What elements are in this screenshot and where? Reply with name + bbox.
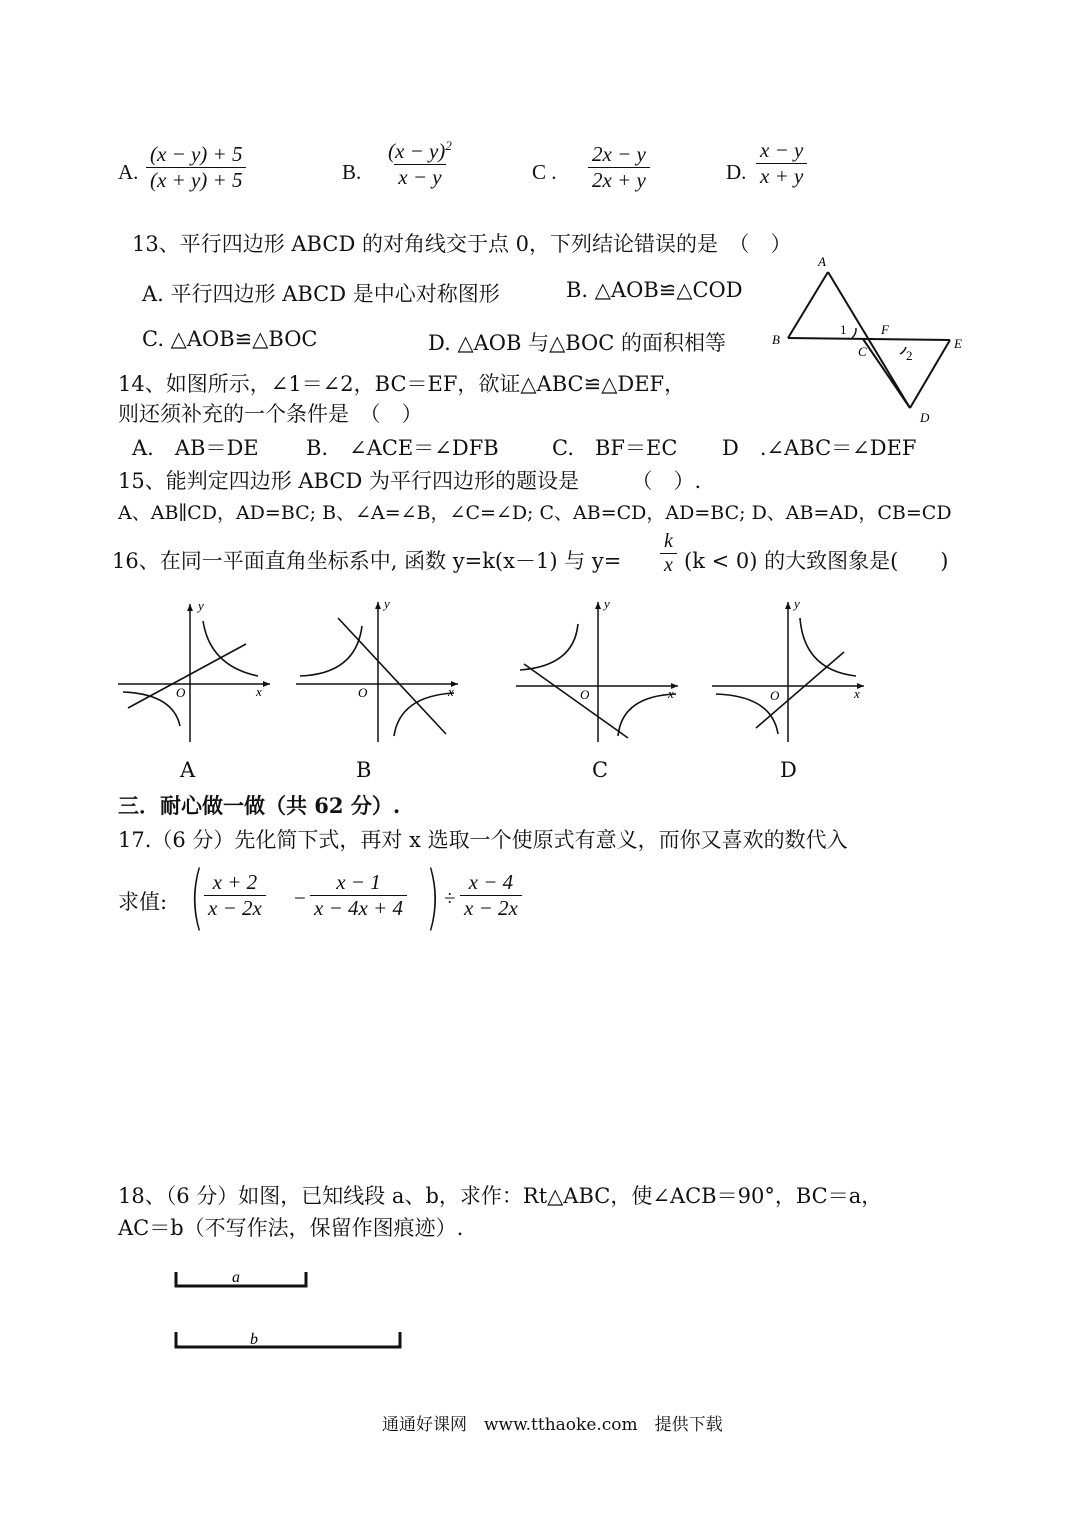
q13-option-d: D. △AOB 与△BOC 的面积相等: [428, 331, 727, 355]
q13-option-b: B. △AOB≌△COD: [566, 278, 743, 302]
q12-a-label: A.: [118, 160, 139, 184]
origin-label: O: [358, 685, 368, 700]
y-label: y: [198, 598, 204, 613]
x-label: x: [854, 686, 860, 701]
y-arrow: [785, 602, 791, 609]
q16-graph-d-label: D: [780, 758, 797, 782]
q17-minus: −: [294, 886, 306, 910]
segment-a: [176, 1272, 306, 1286]
linear-line: [524, 664, 628, 738]
q16-fraction-numerator: k: [664, 530, 673, 552]
q13-option-c: C. △AOB≌△BOC: [142, 327, 318, 351]
q12-a-numerator: (x − y) + 5: [150, 142, 243, 166]
angle-1-arc: [852, 328, 856, 338]
linear-line: [338, 618, 446, 734]
q12-b-denominator: x − y: [394, 164, 445, 190]
q16-graph-a: [118, 596, 278, 746]
segment-a-label: a: [232, 1269, 240, 1286]
q17-f3-denominator: x − 2x: [460, 895, 522, 921]
q14-stem-line2: 则还须补充的一个条件是 （ ）: [118, 402, 423, 426]
q17-f2-numerator: x − 1: [336, 870, 381, 894]
hyperbola-branch-2: [394, 693, 454, 736]
y-label: y: [604, 596, 610, 611]
q17-fraction-2: [310, 870, 407, 921]
hyperbola-branch-1: [800, 618, 856, 676]
q12-b-numerator: $(x - y)^2$: [388, 138, 452, 163]
q18-stem-line1: 18、（6 分）如图，已知线段 a、b，求作：Rt△ABC，使∠ACB＝90°，BC＝a，: [118, 1184, 883, 1208]
q12-c-fraction: [588, 142, 650, 193]
q14-option-a: A. AB＝DE: [132, 436, 259, 460]
point-b-label: B: [772, 332, 780, 347]
y-label: y: [794, 596, 800, 611]
hyperbola-branch-1: [520, 624, 578, 670]
q18-stem-line2: AC＝b（不写作法，保留作图痕迹）.: [118, 1216, 464, 1240]
point-e-label: E: [954, 336, 962, 351]
q17-left-paren: (: [190, 856, 204, 938]
q17-f1-numerator: x + 2: [212, 870, 258, 894]
q14-triangle-figure: [768, 250, 978, 430]
q14-option-c: C. BF＝EC: [552, 436, 678, 460]
hyperbola-branch-2: [716, 694, 778, 734]
x-arrow: [263, 681, 270, 687]
q12-c-label: C .: [532, 160, 557, 184]
y-arrow: [375, 602, 381, 609]
hyperbola-branch-2: [123, 692, 180, 726]
q16-fraction-denominator: x: [660, 553, 677, 577]
q16-stem-post: (k < 0) 的大致图象是( ): [684, 549, 949, 573]
q12-d-numerator: x − y: [760, 138, 804, 162]
q17-fraction-1: [204, 870, 266, 921]
q17-f1-denominator: x − 2x: [204, 895, 266, 921]
origin-label: O: [580, 687, 590, 702]
q16-graph-d: [712, 596, 872, 746]
section3-title: 三．耐心做一做（共 62 分）.: [118, 793, 401, 818]
q17-divide: ÷: [444, 886, 456, 910]
q12-d-fraction: [756, 138, 807, 189]
origin-label: O: [176, 685, 186, 700]
q16-fraction: [660, 530, 677, 577]
q16-stem-pre: 16、在同一平面直角坐标系中, 函数 y=k(x－1) 与 y=: [112, 549, 622, 573]
y-label: y: [384, 596, 390, 611]
point-c-label: C: [858, 344, 867, 359]
q16-graph-c: [516, 596, 686, 746]
q14-option-d: D .∠ABC＝∠DEF: [722, 436, 917, 460]
linear-line: [128, 644, 246, 708]
q17-f2-denominator: x − 4x + 4: [310, 895, 407, 921]
q12-b-fraction: [384, 138, 456, 190]
segment-b-label: b: [250, 1331, 258, 1348]
q18-segments-figure: [168, 1262, 418, 1362]
y-arrow: [595, 602, 601, 609]
q12-c-numerator: 2x − y: [592, 142, 646, 166]
q17-fraction-3: [460, 870, 522, 921]
q17-f3-numerator: x − 4: [468, 870, 514, 894]
q12-d-label: D.: [726, 160, 747, 184]
q15-stem: 15、能判定四边形 ABCD 为平行四边形的题设是 （ ）.: [118, 469, 702, 493]
line-ba: [788, 272, 828, 338]
angle-2-label: 2: [906, 348, 913, 363]
q12-a-fraction: [146, 142, 246, 193]
point-f-label: F: [881, 322, 889, 337]
q17-right-paren: ): [426, 856, 440, 938]
q16-graph-b: [296, 596, 466, 746]
line-ed: [910, 340, 950, 408]
y-arrow: [187, 604, 193, 611]
q12-a-denominator: (x + y) + 5: [146, 167, 246, 193]
q16-graph-a-label: A: [180, 758, 196, 782]
q12-d-denominator: x + y: [756, 163, 807, 189]
q13-stem: 13、平行四边形 ABCD 的对角线交于点 0，下列结论错误的是 （ ）: [132, 232, 792, 256]
segment-b: [176, 1332, 400, 1347]
q14-option-b: B. ∠ACE＝∠DFB: [306, 436, 499, 460]
hyperbola-branch-1: [203, 621, 258, 676]
page-footer: 通通好课网 www.tthaoke.com 提供下载: [382, 1415, 723, 1435]
q15-options: A、AB∥CD，AD=BC; B、∠A=∠B，∠C=∠D; C、AB=CD，AD=BC; D、AB=AD，CB=CD: [118, 502, 952, 524]
q12-b-label: B.: [342, 160, 362, 184]
line-cd: [863, 339, 910, 408]
origin-label: O: [770, 688, 780, 703]
x-label: x: [256, 684, 262, 699]
q16-graph-c-label: C: [592, 758, 609, 782]
point-a-label: A: [818, 254, 826, 269]
x-label: x: [448, 684, 454, 699]
point-d-label: D: [920, 410, 930, 425]
q13-option-a: A. 平行四边形 ABCD 是中心对称图形: [142, 282, 500, 306]
angle-1-label: 1: [840, 322, 847, 337]
q14-stem-line1: 14、如图所示，∠1＝∠2，BC＝EF，欲证△ABC≌△DEF，: [118, 372, 686, 396]
q17-stem: 17.（6 分）先化简下式，再对 x 选取一个使原式有意义，而你又喜欢的数代入: [118, 828, 848, 852]
q12-c-denominator: 2x + y: [588, 167, 650, 193]
q17-lead: 求值:: [118, 890, 168, 914]
q16-graph-b-label: B: [356, 758, 372, 782]
x-label: x: [668, 686, 674, 701]
